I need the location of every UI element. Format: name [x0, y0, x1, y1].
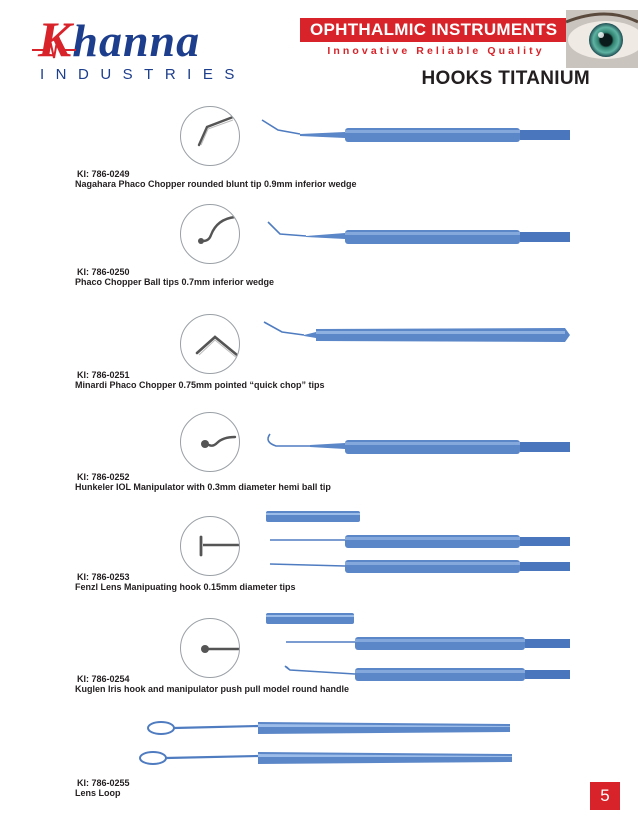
product-description: Hunkeler IOL Manipulator with 0.3mm diameter hemi ball tip [75, 482, 331, 492]
company-logo [38, 11, 246, 83]
tagline: Innovative Reliable Quality [327, 45, 545, 57]
page-number-badge: 5 [590, 782, 620, 810]
product-code: KI: 786-0251 [77, 370, 130, 380]
logo-wordmark: Khanna [38, 11, 201, 67]
instrument-image [0, 406, 638, 466]
product-code: KI: 786-0250 [77, 267, 130, 277]
product-description: Kuglen Iris hook and manipulator push pull model round handle [75, 684, 350, 694]
product-code: KI: 786-0253 [77, 572, 130, 582]
page-title: HOOKS TITANIUM [421, 68, 590, 89]
instrument-image [0, 302, 638, 362]
instrument-image [0, 202, 638, 262]
instrument-image [0, 712, 638, 772]
product-code: KI: 786-0255 [77, 778, 130, 788]
product-code: KI: 786-0249 [77, 169, 130, 179]
product-code: KI: 786-0252 [77, 472, 130, 482]
category-banner: OPHTHALMIC INSTRUMENTS [300, 18, 572, 42]
product-description: Fenzl Lens Manipuating hook 0.15mm diameter tips [75, 582, 296, 592]
product-description: Lens Loop [75, 788, 121, 798]
product-description: Nagahara Phaco Chopper rounded blunt tip 0.9mm inferior wedge [75, 179, 357, 189]
product-description: Minardi Phaco Chopper 0.75mm pointed “quick chop” tips [75, 380, 325, 390]
eye-image [566, 10, 638, 68]
instrument-image [0, 104, 638, 164]
product-code: KI: 786-0254 [77, 674, 130, 684]
logo-subtitle: INDUSTRIES [40, 66, 246, 83]
product-description: Phaco Chopper Ball tips 0.7mm inferior wedge [75, 277, 275, 287]
ecg-pulse-icon [32, 32, 92, 62]
